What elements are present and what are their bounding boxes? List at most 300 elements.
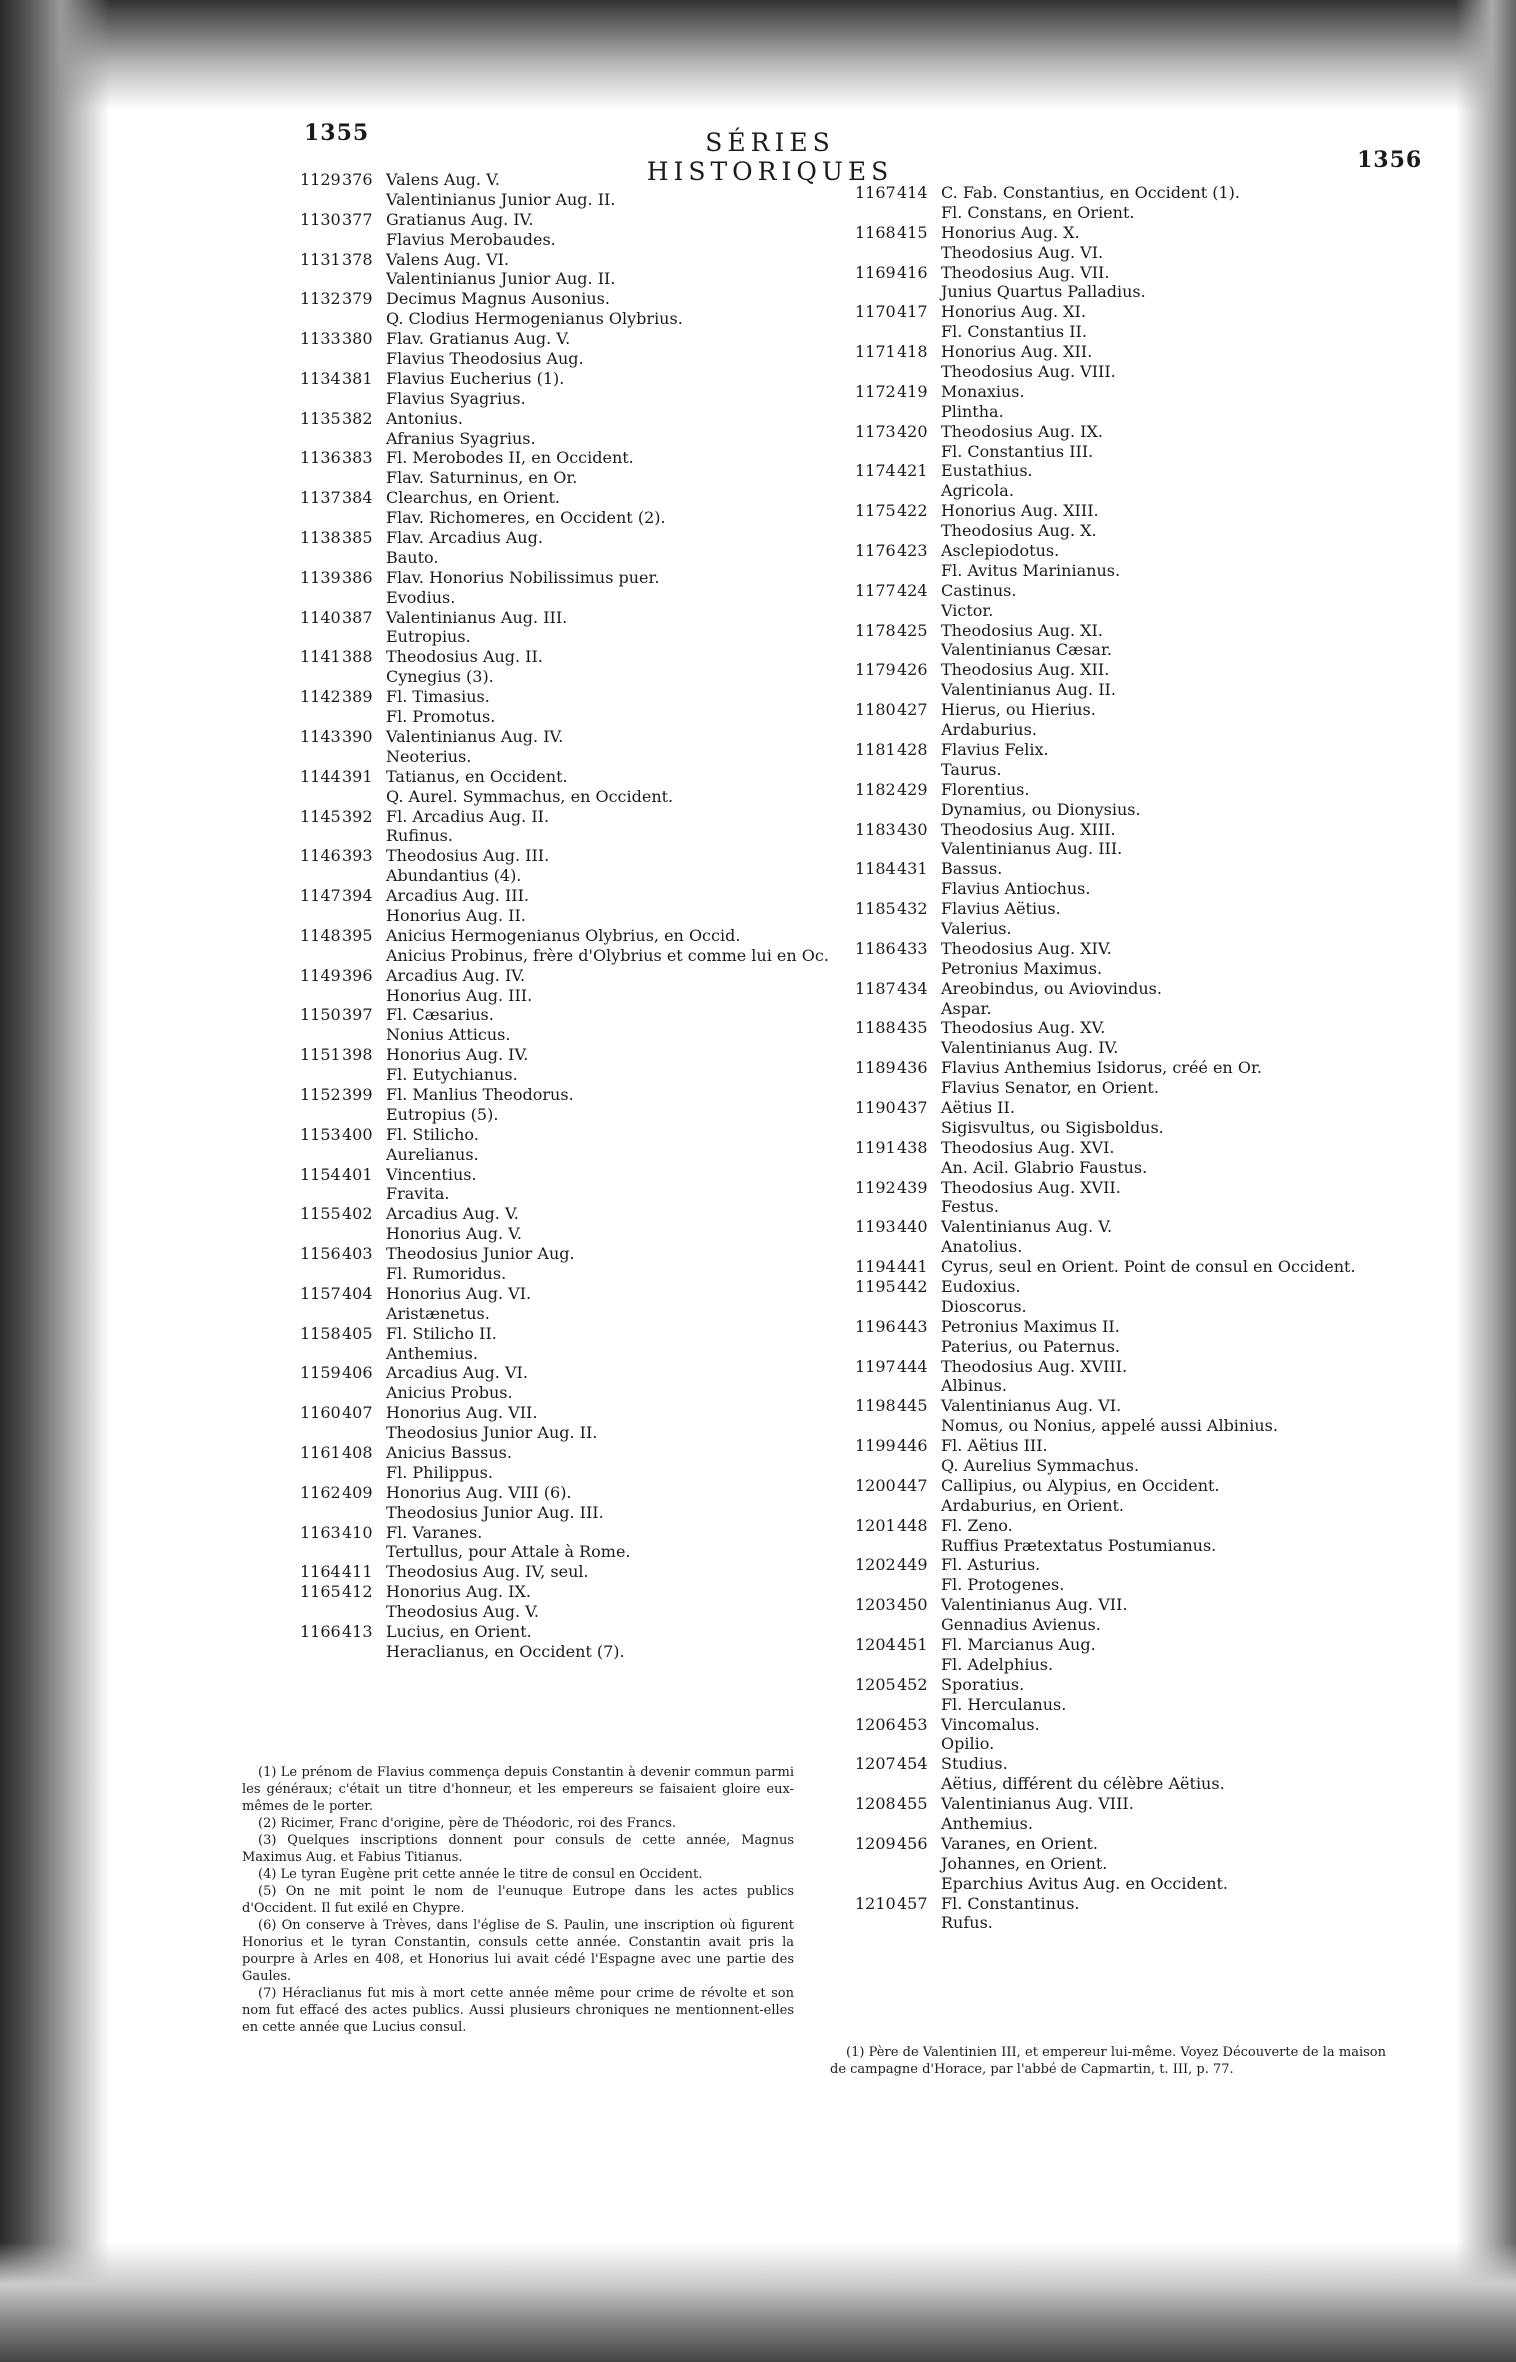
christian-year: 382 [342, 408, 373, 428]
consul-entry [855, 740, 1395, 780]
consul-name: Lucius, en Orient. [386, 1622, 532, 1642]
footnote: (1) Père de Valentinien III, et empereur lui-même. Voyez Découverte de la maison de campagne d'Horace, par l'abbé de Capmartin, t. III, p. 77. [830, 2045, 1386, 2077]
consul-line [855, 640, 1395, 660]
consul-line [300, 1602, 860, 1622]
consul-entry [855, 1257, 1395, 1277]
footnote: (7) Héraclianus fut mis à mort cette année même pour crime de révolte et son nom fut effacé des actes publics. Aussi plusieurs chroniques ne mentionnent-elles en cette année que Lucius consul. [242, 1986, 794, 2035]
consul-name: Honorius Aug. IV. [386, 1045, 529, 1065]
roman-year: 1191 [855, 1137, 896, 1157]
christian-year: 399 [342, 1084, 373, 1104]
page-title: SÉRIES HISTORIQUES [646, 128, 894, 186]
consul-name: Fl. Timasius. [386, 687, 490, 707]
consul-line [855, 402, 1395, 422]
consul-line [855, 1197, 1395, 1217]
consul-name: Valens Aug. VI. [386, 249, 510, 269]
consul-name: Abundantius (4). [386, 866, 522, 886]
consul-line [300, 1383, 860, 1403]
consul-entry [855, 1794, 1395, 1834]
consul-name: Anicius Hermogenianus Olybrius, en Occid. [386, 925, 741, 945]
consul-entry [855, 1436, 1395, 1476]
consul-entry [855, 1754, 1395, 1794]
consul-line [300, 329, 860, 349]
consul-line [855, 243, 1395, 263]
christian-year: 421 [897, 461, 928, 481]
consul-name: Valentinianus Junior Aug. II. [386, 189, 616, 209]
consul-line [855, 461, 1395, 481]
christian-year: 423 [897, 541, 928, 561]
christian-year: 408 [342, 1443, 373, 1462]
roman-year: 1159 [300, 1363, 341, 1383]
christian-year: 438 [897, 1137, 928, 1157]
consul-entry [855, 859, 1395, 899]
consul-name: Theodosius Aug. V. [386, 1602, 539, 1622]
christian-year: 422 [897, 501, 928, 521]
consul-line [855, 1734, 1395, 1754]
consul-line [300, 1264, 860, 1284]
consul-name: Theodosius Aug. XI. [941, 620, 1103, 640]
consul-line [855, 601, 1395, 621]
consul-name: Theodosius Aug. XVII. [941, 1177, 1121, 1197]
consul-entry [855, 342, 1395, 382]
consul-line [300, 548, 860, 568]
consul-name: Ruffius Prætextatus Postumianus. [941, 1535, 1217, 1555]
consul-entry [300, 846, 860, 886]
consul-name: Opilio. [941, 1734, 995, 1754]
consul-line [300, 588, 860, 608]
consul-line [855, 581, 1395, 601]
consul-name: Valentinianus Aug. III. [941, 839, 1123, 859]
consul-line [300, 707, 860, 727]
consul-entry [300, 488, 860, 528]
christian-year: 455 [897, 1794, 928, 1814]
consul-line [300, 349, 860, 369]
consul-line [300, 1284, 860, 1304]
consul-entry [300, 1005, 860, 1045]
consul-line [300, 647, 860, 667]
consul-line [855, 1655, 1395, 1675]
consul-line [855, 621, 1395, 641]
roman-year: 1209 [855, 1833, 896, 1853]
consul-line [300, 667, 860, 687]
consul-entry [300, 926, 860, 966]
christian-year: 457 [897, 1893, 928, 1913]
consul-name: Gratianus Aug. IV. [386, 209, 534, 229]
consul-name: Fl. Protogenes. [941, 1575, 1065, 1595]
consul-name: Theodosius Aug. XV. [941, 1018, 1106, 1038]
consul-entry [300, 1324, 860, 1364]
roman-year: 1148 [300, 925, 341, 945]
consul-name: Anthemius. [386, 1343, 478, 1363]
roman-year: 1169 [855, 262, 896, 282]
consul-name: Fl. Rumoridus. [386, 1263, 507, 1283]
consul-entry [300, 1125, 860, 1165]
consul-name: Valentinianus Aug. VII. [941, 1595, 1128, 1615]
consul-entry [855, 1675, 1395, 1715]
consul-name: Fl. Constantius II. [941, 322, 1087, 342]
roman-year: 1166 [300, 1622, 341, 1642]
consul-name: Honorius Aug. VII. [386, 1403, 538, 1423]
consul-line [855, 999, 1395, 1019]
consul-line [300, 1562, 860, 1582]
consul-name: Valentinianus Aug. IV. [941, 1038, 1119, 1058]
consul-name: Honorius Aug. XIII. [941, 501, 1099, 521]
consul-line [300, 906, 860, 926]
consul-entry [300, 1582, 860, 1622]
consul-line [300, 767, 860, 787]
roman-year: 1188 [855, 1018, 896, 1038]
consul-name: Agricola. [941, 481, 1014, 501]
consul-line [855, 1297, 1395, 1317]
consul-name: Petronius Maximus II. [941, 1316, 1120, 1336]
consul-name: Anicius Bassus. [386, 1443, 512, 1462]
consul-entry [300, 1622, 860, 1662]
consul-name: Eutropius. [386, 627, 471, 647]
christian-year: 454 [897, 1754, 928, 1774]
consul-name: Valentinianus Aug. VIII. [941, 1794, 1134, 1814]
consul-name: Junius Quartus Palladius. [941, 282, 1146, 302]
consul-name: Tatianus, en Occident. [386, 766, 568, 786]
consul-name: Ardaburius, en Orient. [941, 1495, 1125, 1515]
consul-line [855, 541, 1395, 561]
consul-name: Fl. Promotus. [386, 707, 496, 727]
consul-name: Honorius Aug. XI. [941, 302, 1086, 322]
consul-name: Theodosius Aug. IV, seul. [386, 1562, 589, 1582]
roman-year: 1177 [855, 580, 896, 600]
consul-entry [300, 1165, 860, 1205]
consul-name: Nomus, ou Nonius, appelé aussi Albinius. [941, 1416, 1278, 1436]
consul-name: Theodosius Aug. VIII. [941, 362, 1116, 382]
consul-line [855, 1217, 1395, 1237]
consul-line [855, 1754, 1395, 1774]
consul-name: Tertullus, pour Attale à Rome. [386, 1542, 631, 1562]
consul-name: Aspar. [941, 998, 992, 1018]
christian-year: 450 [897, 1595, 928, 1615]
consul-name: Florentius. [941, 779, 1030, 799]
christian-year: 394 [342, 886, 373, 906]
roman-year: 1162 [300, 1482, 341, 1502]
consul-entry [855, 1834, 1395, 1894]
christian-year: 383 [342, 448, 373, 468]
consul-line [855, 1476, 1395, 1496]
roman-year: 1158 [300, 1323, 341, 1343]
consul-entry [855, 1217, 1395, 1257]
consul-line [855, 1496, 1395, 1516]
consul-entry [855, 1635, 1395, 1675]
consul-line [300, 1065, 860, 1085]
roman-year: 1152 [300, 1084, 341, 1104]
consul-line [300, 1582, 860, 1602]
christian-year: 377 [342, 209, 373, 229]
roman-year: 1141 [300, 647, 341, 667]
consul-line [300, 608, 860, 628]
consul-name: Fl. Philippus. [386, 1462, 493, 1482]
christian-year: 391 [342, 766, 373, 786]
consul-entry [855, 660, 1395, 700]
christian-year: 410 [342, 1522, 373, 1542]
consul-line [300, 1184, 860, 1204]
consul-line [300, 1125, 860, 1145]
roman-year: 1186 [855, 938, 896, 958]
consul-name: Fl. Arcadius Aug. II. [386, 806, 550, 826]
roman-year: 1163 [300, 1522, 341, 1542]
consul-line [300, 1304, 860, 1324]
consul-name: Flavius Anthemius Isidorus, créé en Or. [941, 1058, 1262, 1078]
christian-year: 440 [897, 1217, 928, 1237]
consul-line [855, 1277, 1395, 1297]
consul-entry [300, 647, 860, 687]
christian-year: 452 [897, 1674, 928, 1694]
consul-line [300, 787, 860, 807]
christian-year: 397 [342, 1005, 373, 1025]
consul-name: Taurus. [941, 759, 1002, 779]
christian-year: 387 [342, 607, 373, 627]
consul-line [300, 1324, 860, 1344]
consul-line [855, 820, 1395, 840]
consul-line [855, 660, 1395, 680]
consul-name: Neoterius. [386, 746, 472, 766]
consul-line [855, 1854, 1395, 1874]
consul-name: Fl. Stilicho II. [386, 1323, 497, 1343]
roman-year: 1154 [300, 1164, 341, 1184]
consul-name: Paterius, ou Paternus. [941, 1336, 1120, 1356]
consul-line [855, 1774, 1395, 1794]
consul-entry [855, 1715, 1395, 1755]
roman-year: 1203 [855, 1595, 896, 1615]
roman-year: 1208 [855, 1794, 896, 1814]
consul-line [855, 859, 1395, 879]
consul-entry [855, 1357, 1395, 1397]
consul-line [300, 269, 860, 289]
christian-year: 453 [897, 1714, 928, 1734]
consul-name: Anthemius. [941, 1814, 1033, 1834]
consul-name: Flavius Syagrius. [386, 388, 526, 408]
consul-line [855, 1158, 1395, 1178]
consul-name: Sigisvultus, ou Sigisboldus. [941, 1117, 1164, 1137]
roman-year: 1155 [300, 1204, 341, 1224]
consul-name: Theodosius Aug. XVIII. [941, 1356, 1128, 1376]
consul-line [300, 1483, 860, 1503]
consul-name: Heraclianus, en Occident (7). [386, 1641, 625, 1661]
roman-year: 1131 [300, 249, 341, 269]
consul-name: Valens Aug. V. [386, 170, 500, 189]
footnote: (1) Le prénom de Flavius commença depuis Constantin à devenir commun parmi les généraux; c'était un titre d'honneur, et les empereurs se faisaient gloire eux-mêmes de le porter. [242, 1765, 794, 1814]
consul-name: Flavius Antiochus. [941, 879, 1091, 899]
footnotes-right [830, 2044, 1386, 2078]
roman-year: 1176 [855, 541, 896, 561]
consul-name: Monaxius. [941, 381, 1025, 401]
christian-year: 396 [342, 965, 373, 985]
roman-year: 1195 [855, 1276, 896, 1296]
consul-line [855, 760, 1395, 780]
consul-name: Theodosius Aug. VII. [941, 262, 1110, 282]
consul-name: Petronius Maximus. [941, 958, 1103, 978]
consul-name: Fl. Constantius III. [941, 441, 1094, 461]
consul-line [300, 627, 860, 647]
consul-line [855, 720, 1395, 740]
consul-name: Studius. [941, 1754, 1008, 1774]
consul-name: Fl. Zeno. [941, 1515, 1013, 1535]
roman-year: 1144 [300, 766, 341, 786]
consul-entry [300, 289, 860, 329]
consul-line [300, 448, 860, 468]
consul-name: Aristænetus. [386, 1303, 490, 1323]
consul-line [855, 1695, 1395, 1715]
roman-year: 1129 [300, 170, 341, 189]
consul-line [855, 561, 1395, 581]
page-number-left: 1355 [304, 120, 370, 146]
christian-year: 412 [342, 1582, 373, 1602]
christian-year: 395 [342, 925, 373, 945]
consul-line [855, 521, 1395, 541]
roman-year: 1185 [855, 899, 896, 919]
consul-name: Fl. Constantinus. [941, 1893, 1080, 1913]
roman-year: 1138 [300, 528, 341, 548]
consul-line [855, 1536, 1395, 1556]
consul-line [300, 250, 860, 270]
consul-name: Flavius Theodosius Aug. [386, 349, 584, 369]
consul-line [855, 422, 1395, 442]
roman-year: 1170 [855, 302, 896, 322]
christian-year: 446 [897, 1436, 928, 1456]
consul-name: Arcadius Aug. V. [386, 1204, 519, 1224]
consul-name: Valentinianus Junior Aug. II. [386, 269, 616, 289]
christian-year: 406 [342, 1363, 373, 1383]
consul-line [300, 1542, 860, 1562]
consul-entry [855, 1476, 1395, 1516]
consul-line [300, 1244, 860, 1264]
christian-year: 437 [897, 1097, 928, 1117]
consul-name: Dioscorus. [941, 1296, 1027, 1316]
consul-entry [855, 541, 1395, 581]
consul-name: Clearchus, en Orient. [386, 488, 560, 508]
consul-name: Aëtius II. [941, 1097, 1015, 1117]
consul-name: Eparchius Avitus Aug. en Occident. [941, 1873, 1229, 1893]
christian-year: 430 [897, 819, 928, 839]
consul-line [300, 488, 860, 508]
consul-name: Valentinianus Cæsar. [941, 640, 1112, 660]
christian-year: 379 [342, 289, 373, 309]
consul-entry [855, 382, 1395, 422]
consul-line [855, 800, 1395, 820]
christian-year: 386 [342, 567, 373, 587]
consul-entry [855, 1138, 1395, 1178]
consul-line [300, 1642, 860, 1662]
consul-name: Eutropius (5). [386, 1104, 499, 1124]
consul-line [855, 1178, 1395, 1198]
consul-line [855, 680, 1395, 700]
consul-name: Albinus. [941, 1376, 1007, 1396]
roman-year: 1168 [855, 222, 896, 242]
consul-line [855, 1357, 1395, 1377]
christian-year: 413 [342, 1622, 373, 1642]
footnote: (4) Le tyran Eugène prit cette année le titre de consul en Occident. [258, 1867, 703, 1882]
consul-name: Theodosius Aug. XIII. [941, 819, 1116, 839]
christian-year: 388 [342, 647, 373, 667]
consul-name: Theodosius Aug. VI. [941, 242, 1104, 262]
consul-line [300, 727, 860, 747]
consul-entry [855, 1098, 1395, 1138]
consul-entry [855, 501, 1395, 541]
roman-year: 1201 [855, 1515, 896, 1535]
roman-year: 1136 [300, 448, 341, 468]
consul-line [855, 1396, 1395, 1416]
consul-name: An. Acil. Glabrio Faustus. [941, 1157, 1148, 1177]
consul-name: Honorius Aug. VI. [386, 1283, 532, 1303]
consul-entry [855, 1277, 1395, 1317]
consul-name: Arcadius Aug. IV. [386, 965, 526, 985]
roman-year: 1178 [855, 620, 896, 640]
consul-name: Callipius, ou Alypius, en Occident. [941, 1475, 1220, 1495]
christian-year: 426 [897, 660, 928, 680]
roman-year: 1202 [855, 1555, 896, 1575]
christian-year: 393 [342, 846, 373, 866]
consul-line [855, 1416, 1395, 1436]
consul-entry [300, 250, 860, 290]
consul-name: Bauto. [386, 547, 439, 567]
consul-line [855, 780, 1395, 800]
christian-year: 436 [897, 1058, 928, 1078]
consul-name: Flav. Honorius Nobilissimus puer. [386, 567, 660, 587]
roman-year: 1198 [855, 1396, 896, 1416]
consul-line [300, 886, 860, 906]
consul-name: Flav. Gratianus Aug. V. [386, 329, 571, 349]
consul-entry [855, 581, 1395, 621]
consul-name: Nonius Atticus. [386, 1025, 511, 1045]
consul-name: Sporatius. [941, 1674, 1025, 1694]
consul-line [300, 568, 860, 588]
consul-line [855, 839, 1395, 859]
christian-year: 411 [342, 1562, 373, 1582]
consul-name: Afranius Syagrius. [386, 428, 536, 448]
consul-name: Vincentius. [386, 1164, 477, 1184]
roman-year: 1181 [855, 739, 896, 759]
consul-name: Johannes, en Orient. [941, 1853, 1108, 1873]
christian-year: 414 [897, 183, 928, 202]
consul-entry [300, 1363, 860, 1403]
consul-line [300, 1403, 860, 1423]
consul-line [855, 1078, 1395, 1098]
consul-line [300, 1423, 860, 1443]
consul-name: Decimus Magnus Ausonius. [386, 289, 610, 309]
roman-year: 1132 [300, 289, 341, 309]
consul-name: Dynamius, ou Dionysius. [941, 799, 1141, 819]
consul-name: Valentinianus Aug. VI. [941, 1396, 1122, 1416]
consul-name: Theodosius Junior Aug. [386, 1244, 575, 1264]
roman-year: 1204 [855, 1635, 896, 1655]
consul-line [300, 986, 860, 1006]
roman-year: 1142 [300, 687, 341, 707]
christian-year: 433 [897, 938, 928, 958]
consul-name: Theodosius Aug. II. [386, 647, 543, 667]
christian-year: 431 [897, 859, 928, 879]
consul-line [855, 1018, 1395, 1038]
consul-line [855, 442, 1395, 462]
consul-entry [300, 329, 860, 369]
consul-name: Theodosius Aug. XIV. [941, 938, 1112, 958]
consul-name: C. Fab. Constantius, en Occident (1). [941, 183, 1241, 202]
consul-name: Fl. Avitus Marinianus. [941, 560, 1121, 580]
consul-name: Asclepiodotus. [941, 541, 1060, 561]
consul-entry [855, 1555, 1395, 1595]
consul-entry [300, 1523, 860, 1563]
christian-year: 417 [897, 302, 928, 322]
consul-entry [300, 568, 860, 608]
roman-year: 1145 [300, 806, 341, 826]
consul-line [855, 1635, 1395, 1655]
consul-line [855, 1615, 1395, 1635]
consul-line [855, 1555, 1395, 1575]
consul-entry [855, 1595, 1395, 1635]
